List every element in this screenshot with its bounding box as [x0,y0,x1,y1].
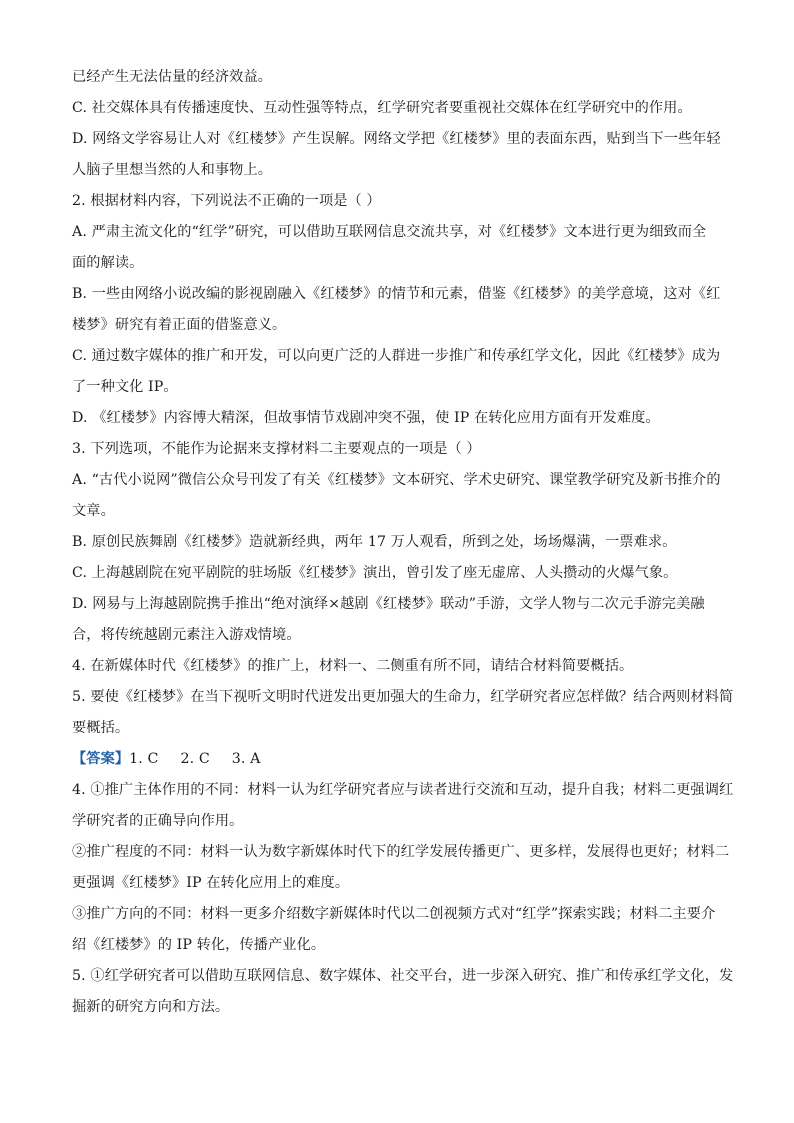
text-line: 掘新的研究方向和方法。 [72,999,230,1015]
option-a-text: A. 严肃主流文化的“红学”研究，可以借助互联网信息交流共享，对《红楼梦》文本进行更为细致而全 [72,224,707,240]
text-line: 学研究者的正确导向作用。 [72,813,244,829]
text-line: 绍《红楼梦》的 IP 转化，传播产业化。 [72,937,326,953]
text-line: 了一种文化 IP。 [72,379,178,395]
option-c-text: C. 上海越剧院在宛平剧院的驻场版《红楼梦》演出，曾引发了座无虚席、人头攒动的火爆气象。 [72,565,678,581]
option-b-text: B. 原创民族舞剧《红楼梦》造就新经典，两年 17 万人观看，所到之处，场场爆满，一票难求。 [72,534,677,550]
explanation-4-point-3: ③推广方向的不同：材料一更多介绍数字新媒体时代以二创视频方式对“红学”探索实践；材料二主要介 [72,906,716,922]
answer-item-3: 3. A [231,751,261,767]
option-d-text: D. 网络文学容易让人对《红楼梦》产生误解。网络文学把《红楼梦》里的表面东西，贴到当下一些年轻 [72,131,721,147]
option-a-text: A. “古代小说网”微信公众号刊发了有关《红楼梦》文本研究、学术史研究、课堂教学研究及新书推介的 [72,472,721,488]
option-d-text: D. 《红楼梦》内容博大精深，但故事情节戏剧冲突不强，使 IP 在转化应用方面有开发难度。 [72,410,660,426]
answer-item-1: 1. C [129,751,159,767]
explanation-5: 5. ①红学研究者可以借助互联网信息、数字媒体、社交平台，进一步深入研究、推广和传承红学文化，发 [72,968,734,984]
text-line: 面的解读。 [72,255,144,271]
text-line: 人脑子里想当然的人和事物上。 [72,162,273,178]
question-4: 4. 在新媒体时代《红楼梦》的推广上，材料一、二侧重有所不同，请结合材料简要概括。 [72,658,634,674]
text-line: 文章。 [72,503,115,519]
option-c-text: C. 社交媒体具有传播速度快、互动性强等特点，红学研究者要重视社交媒体在红学研究中的作用。 [72,100,692,116]
text-line: 已经产生无法估量的经济效益。 [72,69,273,85]
explanation-4: 4. ①推广主体作用的不同：材料一认为红学研究者应与读者进行交流和互动，提升自我；材料二更强调红 [72,782,734,798]
question-5: 5. 要使《红楼梦》在当下视听文明时代迸发出更加强大的生命力，红学研究者应怎样做？结合两则材料简 [72,689,734,705]
explanation-4-point-2: ②推广程度的不同：材料一认为数字新媒体时代下的红学发展传播更广、更多样，发展得也更好；材料二 [72,844,730,860]
question-3: 3. 下列选项，不能作为论据来支撑材料二主要观点的一项是（ ） [72,441,481,457]
answer-item-2: 2. C [180,751,210,767]
answer-line [72,744,722,775]
option-c-text: C. 通过数字媒体的推广和开发，可以向更广泛的人群进一步推广和传承红学文化，因此《红楼梦》成为 [72,348,721,364]
text-line: 合，将传统越剧元素注入游戏情境。 [72,627,301,643]
answer-tag: 【答案】 [72,751,130,767]
option-b-text: B. 一些由网络小说改编的影视剧融入《红楼梦》的情节和元素，借鉴《红楼梦》的美学意境，这对《红 [72,286,721,302]
text-line: 更强调《红楼梦》IP 在转化应用上的难度。 [72,875,350,891]
question-2: 2. 根据材料内容，下列说法不正确的一项是（ ） [72,193,381,209]
text-line: 要概括。 [72,720,130,736]
text-line: 楼梦》研究有着正面的借鉴意义。 [72,317,287,333]
document-page [72,62,734,1023]
option-d-text: D. 网易与上海越剧院携手推出“绝对演绎×越剧《红楼梦》联动”手游，文学人物与二次元手游完美融 [72,596,705,612]
